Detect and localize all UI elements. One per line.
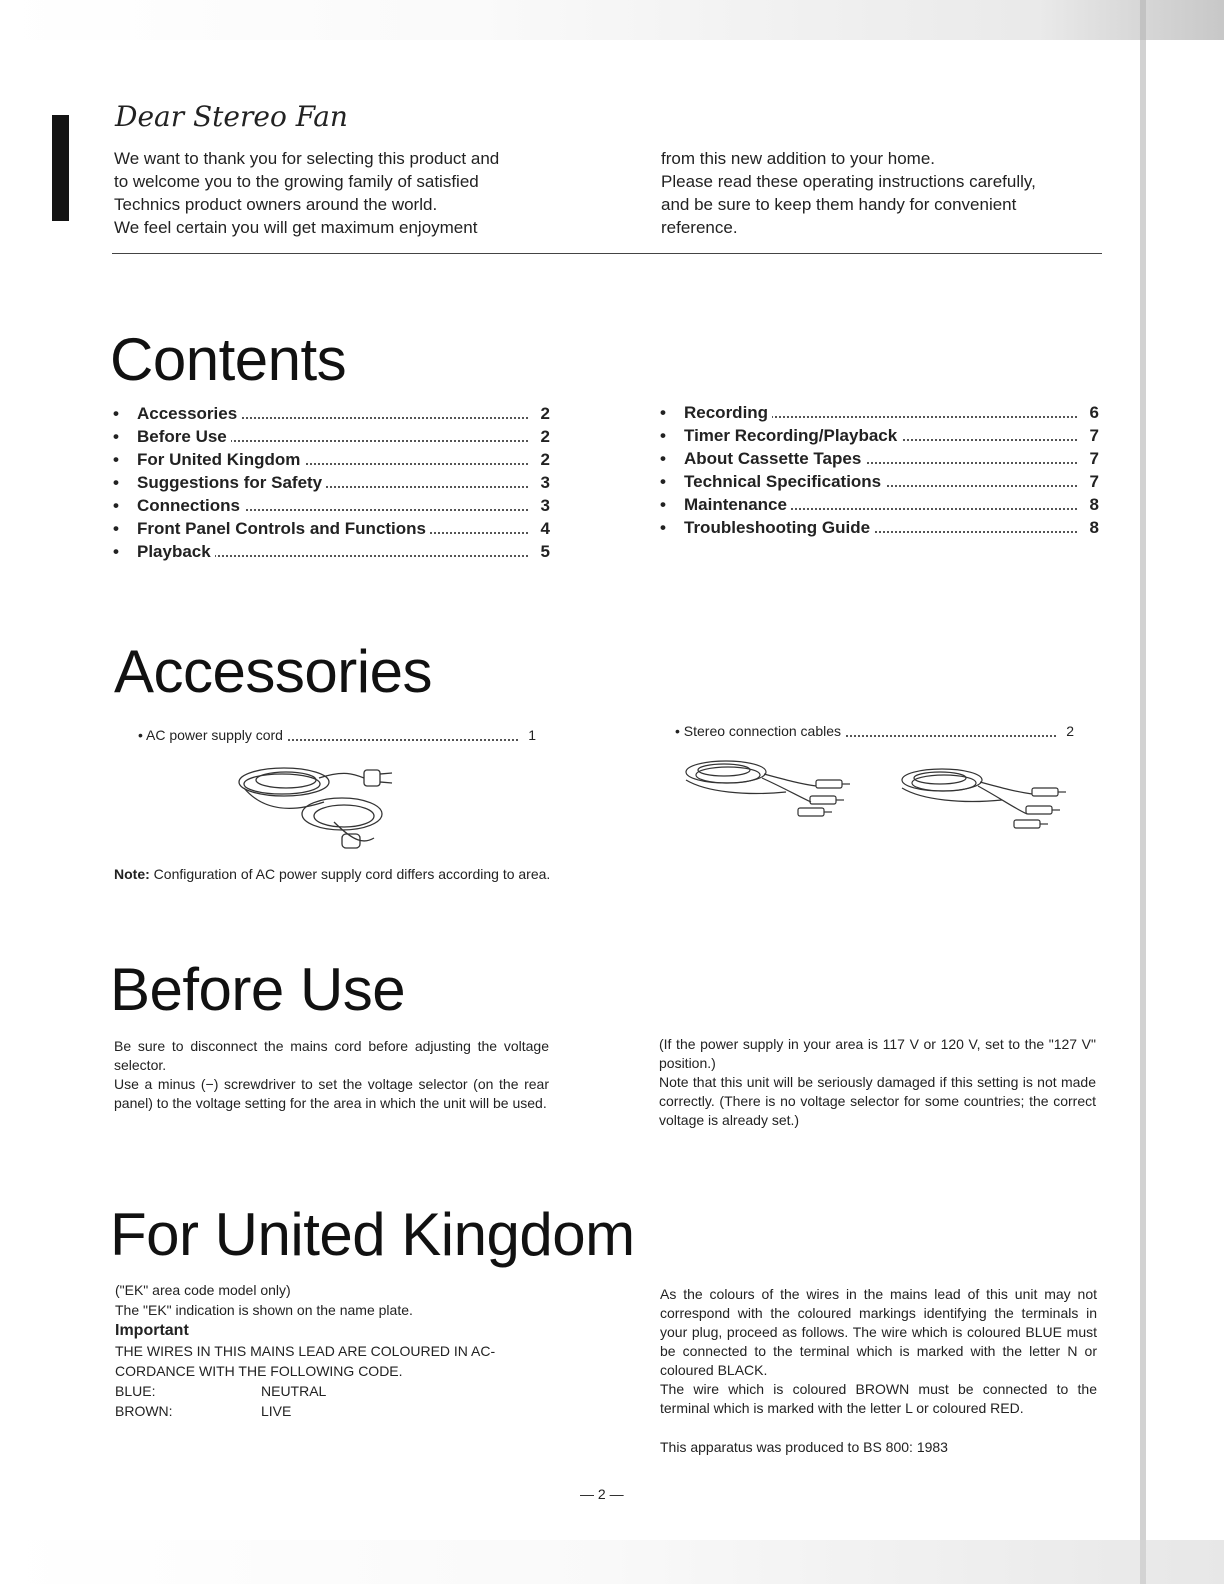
before-use-paragraph: Use a minus (−) screwdriver to set the voltage selector (on the rear panel) to the voltage setting for the area in which the unit will be used. <box>114 1076 549 1111</box>
uk-wiring-paragraph: The wire which is coloured BROWN must be connected to the terminal which is marked with the letter L or coloured RED. <box>660 1381 1097 1416</box>
intro-line: We feel certain you will get maximum enjoyment <box>114 218 478 237</box>
before-use-paragraph: (If the power supply in your area is 117 V or 120 V, set to the "127 V" position.) <box>659 1036 1096 1071</box>
toc-entry[interactable]: • Front Panel Controls and Functions 4 <box>113 519 550 538</box>
uk-caps-line: CORDANCE WITH THE FOLLOWING CODE. <box>115 1363 403 1379</box>
wire-code-row <box>115 1381 555 1401</box>
uk-standard-note: This apparatus was produced to BS 800: 1983 <box>660 1439 948 1455</box>
stereo-cable-illustration <box>676 752 858 832</box>
uk-name-plate-note: The "EK" indication is shown on the name plate. <box>115 1302 413 1318</box>
toc-entry[interactable]: • Timer Recording/Playback 7 <box>660 426 1099 445</box>
accessories-heading: Accessories <box>114 638 432 705</box>
accessories-note <box>114 866 550 882</box>
note-text: Configuration of AC power supply cord differs according to area. <box>149 866 551 882</box>
language-tab-marker <box>52 115 69 221</box>
before-use-right <box>659 1035 1096 1130</box>
wire-colour: BLUE: <box>115 1383 156 1399</box>
ac-power-cord-illustration <box>224 752 399 857</box>
intro-line: and be sure to keep them handy for convenient <box>661 195 1017 214</box>
intro-line: Please read these operating instructions carefully, <box>661 172 1036 191</box>
uk-caps-line: THE WIRES IN THIS MAINS LEAD ARE COLOURED IN AC- <box>115 1343 496 1359</box>
before-use-paragraph: Be sure to disconnect the mains cord before adjusting the voltage selector. <box>114 1038 549 1073</box>
uk-model-note: ("EK" area code model only) <box>115 1282 291 1298</box>
intro-line: to welcome you to the growing family of satisfied <box>114 172 479 191</box>
before-use-left <box>114 1037 549 1113</box>
uk-right <box>660 1285 1097 1418</box>
wire-code-row <box>115 1401 555 1421</box>
intro-line: Technics product owners around the world. <box>114 195 438 214</box>
greeting-heading: Dear Stereo Fan <box>115 100 348 133</box>
toc-entry[interactable]: • Technical Specifications 7 <box>660 472 1099 491</box>
scan-edge-bottom <box>0 1540 1224 1584</box>
contents-list-right <box>660 403 1099 541</box>
scan-edge-right <box>1140 0 1146 1584</box>
accessory-item-power-cord: • AC power supply cord 1 <box>138 727 536 743</box>
intro-left <box>114 147 554 239</box>
contents-list-left <box>113 404 550 565</box>
contents-heading: Contents <box>110 326 347 393</box>
intro-line: We want to thank you for selecting this product and <box>114 149 500 168</box>
uk-wiring-paragraph: As the colours of the wires in the mains lead of this unit may not correspond with the coloured markings identifying the terminals in your plug, proceed as follows. The wire which is coloured BLUE must be connected to the terminal which is marked with the letter N or coloured BLACK. <box>660 1286 1097 1378</box>
toc-entry[interactable]: • Troubleshooting Guide 8 <box>660 518 1099 537</box>
scan-edge-top <box>0 0 1224 40</box>
intro-line: from this new addition to your home. <box>661 149 936 168</box>
toc-entry[interactable]: • Recording 6 <box>660 403 1099 422</box>
stereo-cable-illustration <box>892 758 1074 843</box>
toc-entry[interactable]: • About Cassette Tapes 7 <box>660 449 1099 468</box>
accessory-item-stereo-cables: • Stereo connection cables 2 <box>675 723 1074 739</box>
toc-entry[interactable]: • Accessories 2 <box>113 404 550 423</box>
toc-entry[interactable]: • Before Use 2 <box>113 427 550 446</box>
intro-right <box>661 147 1101 239</box>
toc-entry[interactable]: • Maintenance 8 <box>660 495 1099 514</box>
intro-line: reference. <box>661 218 738 237</box>
uk-heading: For United Kingdom <box>110 1201 635 1268</box>
toc-entry[interactable]: • Suggestions for Safety 3 <box>113 473 550 492</box>
before-use-paragraph: Note that this unit will be seriously damaged if this setting is not made correctly. (There is no voltage selector for some countries; the correct voltage is already set.) <box>659 1074 1096 1128</box>
intro-divider <box>112 253 1102 254</box>
wire-meaning: NEUTRAL <box>261 1383 327 1399</box>
before-use-heading: Before Use <box>110 956 406 1023</box>
toc-entry[interactable]: • Playback 5 <box>113 542 550 561</box>
uk-left <box>115 1280 555 1421</box>
page-number: — 2 — <box>580 1486 624 1502</box>
toc-entry[interactable]: • Connections 3 <box>113 496 550 515</box>
wire-meaning: LIVE <box>261 1403 292 1419</box>
toc-entry[interactable]: • For United Kingdom 2 <box>113 450 550 469</box>
uk-important-label: Important <box>115 1322 189 1339</box>
wire-colour: BROWN: <box>115 1403 173 1419</box>
note-label: Note: <box>114 866 150 882</box>
